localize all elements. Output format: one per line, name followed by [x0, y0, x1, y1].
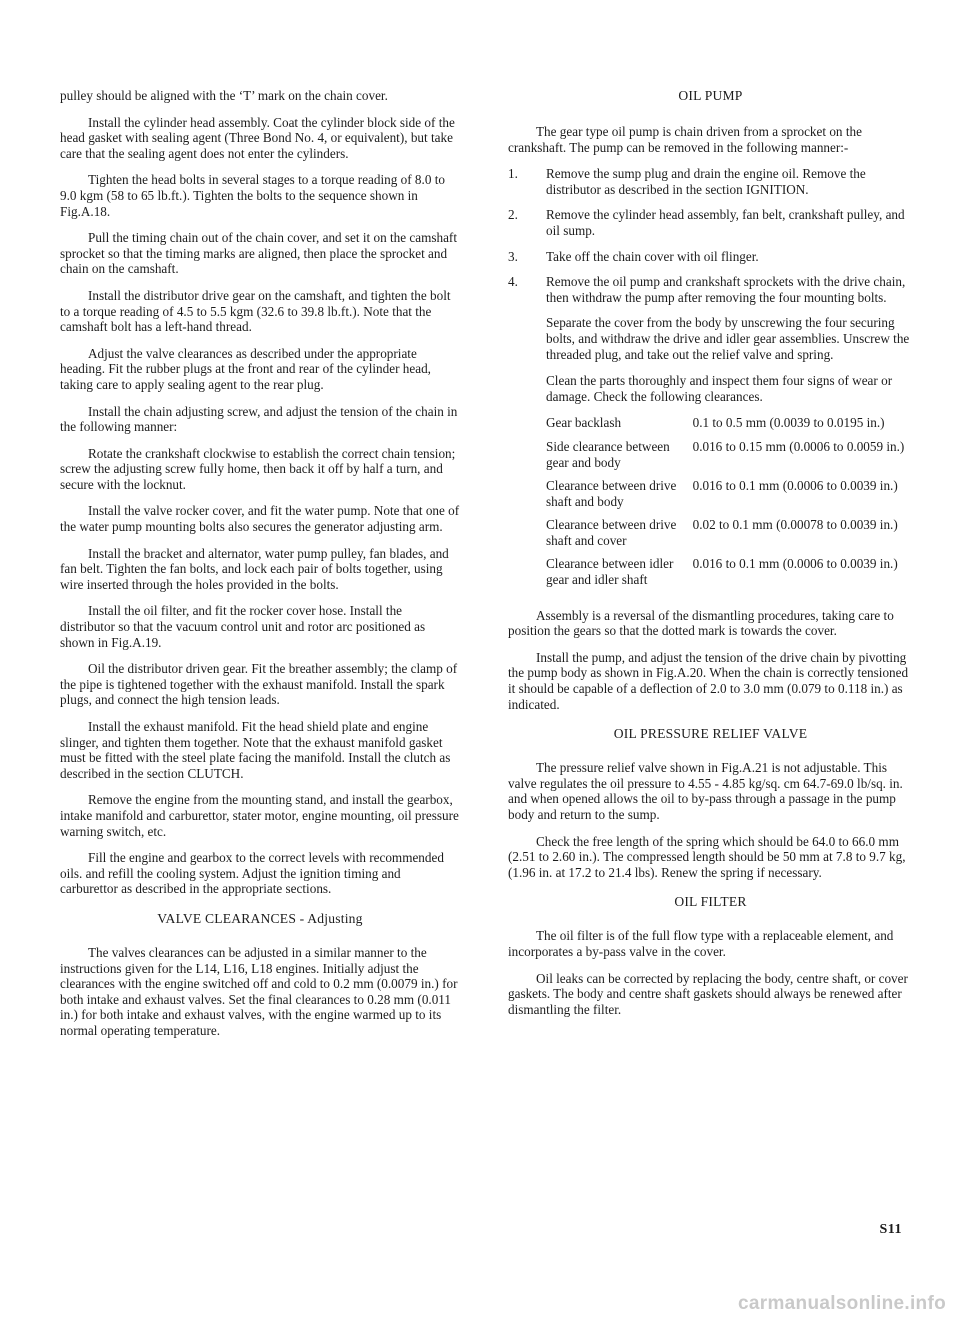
clearance-value: 0.016 to 0.15 mm (0.0006 to 0.0059 in.)	[692, 438, 905, 454]
paragraph: Install the bracket and alternator, water pump pulley, fan blades, and fan belt. Tighten the fan bolts, and lock each pair of bolts together, using wire inserted through the holes provided in the bolts.	[60, 545, 449, 592]
paragraph: The valves clearances can be adjusted in a similar manner to the instructions given for the L14, L16, L18 engines. Initially adjust the clearances with the engine switched off and cold to 0.2 mm (0.0079 in.) for both intake and exhaust valves. Set the final clearances to 0.28 mm (0.011 in.) for both intake and exhaust valves, with the engine warmed up to its normal operating temperature.	[60, 944, 458, 1038]
table-row	[546, 415, 913, 439]
paragraph: Install the exhaust manifold. Fit the head shield plate and engine slinger, and tighten them together. Note that the exhaust manifold gasket must be fitted with the steel plate facing the manifold. Install the clutch as described in the section CLUTCH.	[60, 719, 451, 781]
page-number: S11	[879, 1222, 902, 1237]
paragraph: Oil the distributor driven gear. Fit the breather assembly; the clamp of the pipe is tightened together with the exhaust manifold. Install the spark plugs, and connect the high tension leads.	[60, 661, 458, 708]
section-heading-oil-pressure-relief-valve: OIL PRESSURE RELIEF VALVE	[613, 726, 808, 742]
section-heading-oil-pump: OIL PUMP	[678, 88, 743, 103]
paragraph: Rotate the crankshaft clockwise to establish the correct chain tension; screw the adjusting screw fully home, then back it off by half a turn, and secure with the locknut.	[60, 445, 456, 492]
right-column	[508, 88, 913, 1028]
paragraph: Install the oil filter, and fit the rocker cover hose. Install the distributor so that the vacuum control unit and rotor arc positioned as shown in Fig.A.19.	[60, 603, 426, 650]
paragraph: Tighten the head bolts in several stages to a torque reading of 8.0 to 9.0 kgm (58 to 65 lb.ft.). Tighten the bolts to the sequence shown in Fig.A.18.	[60, 172, 445, 219]
step-number: 3.	[508, 248, 518, 264]
paragraph: Fill the engine and gearbox to the correct levels with recommended oils. and refill the cooling system. Adjust the ignition timing and carburettor as described in the appropriate sections.	[60, 850, 444, 897]
section-heading-oil-filter: OIL FILTER	[674, 894, 747, 910]
paragraph: Clean the parts thoroughly and inspect them four signs of wear or damage. Check the following clearances.	[546, 373, 893, 404]
list-item	[508, 249, 913, 265]
table-row	[546, 478, 913, 517]
step-details	[508, 315, 913, 404]
clearance-value: 0.016 to 0.1 mm (0.0006 to 0.0039 in.)	[692, 556, 898, 572]
clearance-label: Clearance between drive shaft and cover	[546, 517, 677, 548]
paragraph: Install the pump, and adjust the tension of the drive chain by pivotting the pump body as shown in Fig.A.20. When the chain is correctly tensioned it should be capable of a deflection of 2.0 to 3.0 mm (0.079 to 0.118 in.) as indicated.	[508, 649, 909, 712]
left-column	[60, 88, 460, 1050]
step-text: Remove the oil pump and crankshaft sprockets with the drive chain, then withdraw the pump after removing the four mounting bolts.	[546, 274, 906, 305]
paragraph: Adjust the valve clearances as described under the appropriate heading. Fit the rubber plugs at the front and rear of the cylinder head, taking care to apply sealing agent to the rear plug.	[60, 345, 431, 392]
watermark-text: carmanualsonline.info	[738, 1293, 946, 1314]
clearance-label: Clearance between idler gear and idler shaft	[546, 556, 674, 588]
paragraph: Assembly is a reversal of the dismantling procedures, taking care to position the gears so that the dotted mark is towards the cover.	[508, 607, 894, 639]
clearance-value: 0.1 to 0.5 mm (0.0039 to 0.0195 in.)	[692, 415, 885, 431]
list-item	[508, 274, 913, 305]
paragraph: Install the chain adjusting screw, and adjust the tension of the chain in the following manner:	[60, 403, 458, 435]
clearance-value: 0.02 to 0.1 mm (0.00078 to 0.0039 in.)	[692, 517, 898, 533]
paragraph: Install the valve rocker cover, and fit the water pump. Note that one of the water pump mounting bolts also secures the generator adjusting arm.	[60, 503, 460, 535]
paragraph: Check the free length of the spring which should be 64.0 to 66.0 mm (2.51 to 2.60 in.). The compressed length should be 50 mm at 7.8 to 9.7 kg, (1.96 in. at 17.2 to 21.4 lbs). Renew the spring if necessary.	[508, 833, 906, 880]
table-row	[546, 517, 913, 556]
clearance-label: Clearance between drive shaft and body	[546, 478, 677, 509]
paragraph: pulley should be aligned with the ‘T’ mark on the chain cover.	[60, 88, 388, 103]
clearance-label: Gear backlash	[546, 415, 622, 431]
paragraph: Separate the cover from the body by unscrewing the four securing bolts, and withdraw the drive and idler gear assemblies. Unscrew the threaded plug, and take out the relief valve and spring.	[546, 315, 910, 362]
step-text: Remove the cylinder head assembly, fan belt, crankshaft pulley, and oil sump.	[546, 207, 905, 238]
paragraph: Remove the engine from the mounting stand, and install the gearbox, intake manifold and carburettor, stater motor, engine mounting, oil pressure warning switch, etc.	[60, 792, 459, 839]
step-number: 4.	[508, 274, 518, 290]
paragraph: Pull the timing chain out of the chain cover, and set it on the camshaft sprocket so that the timing marks are aligned, then place the sprocket and chain on the camshaft.	[60, 230, 457, 277]
paragraph: Install the cylinder head assembly. Coat the cylinder block side of the head gasket with sealing agent (Three Bond No. 4, or equivalent), but take care that the sealing agent does not enter the cylinders.	[60, 114, 455, 161]
table-row	[546, 439, 913, 478]
clearance-label: Side clearance between gear and body	[546, 438, 670, 470]
list-item	[508, 166, 913, 197]
clearance-value: 0.016 to 0.1 mm (0.0006 to 0.0039 in.)	[692, 478, 898, 494]
paragraph: Oil leaks can be corrected by replacing the body, centre shaft, or cover gaskets. The body and centre shaft gaskets should always be renewed after dismantling the filter.	[508, 970, 908, 1017]
clearances-table	[546, 415, 913, 595]
paragraph: Install the distributor drive gear on the camshaft, and tighten the bolt to a torque reading of 4.5 to 5.5 kgm (32.6 to 39.8 lb.ft.). Note that the camshaft bolt has a left-hand thread.	[60, 287, 451, 335]
paragraph: The gear type oil pump is chain driven from a sprocket on the crankshaft. The pump can be removed in the following manner:-	[508, 124, 862, 155]
step-number: 2.	[508, 207, 518, 223]
paragraph: The pressure relief valve shown in Fig.A.21 is not adjustable. This valve regulates the oil pressure to 4.55 - 4.85 kg/sq. cm 64.7-69.0 lb/sq. in. and when opened allows the oil to by-pass through a passage in the pump body and return to the sump.	[508, 760, 903, 822]
step-text: Remove the sump plug and drain the engine oil. Remove the distributor as described in the section IGNITION.	[546, 166, 866, 197]
table-row	[546, 556, 913, 595]
step-number: 1.	[508, 166, 518, 182]
section-heading-valve-clearances: VALVE CLEARANCES - Adjusting	[157, 910, 363, 926]
removal-steps-list	[508, 166, 913, 305]
paragraph: The oil filter is of the full flow type with a replaceable element, and incorporates a by-pass valve in the cover.	[508, 928, 894, 959]
list-item	[508, 207, 913, 238]
step-text: Take off the chain cover with oil flinger.	[546, 248, 759, 264]
